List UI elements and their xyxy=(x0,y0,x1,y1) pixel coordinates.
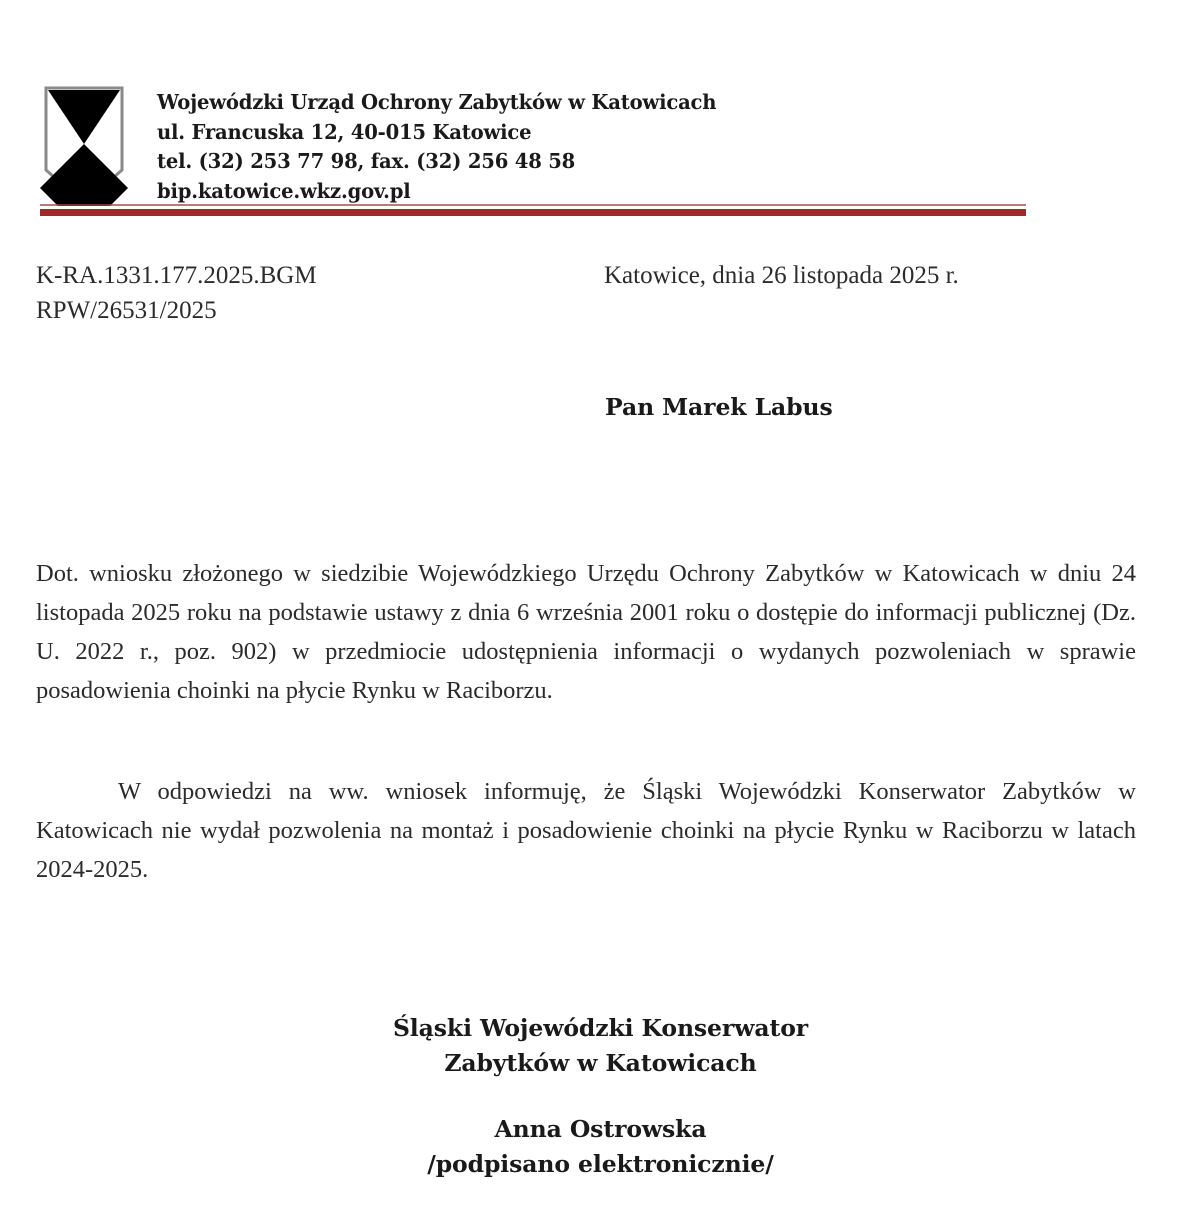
reference-block xyxy=(36,258,317,328)
divider-thick-line xyxy=(40,209,1026,216)
organization-address xyxy=(157,82,743,206)
organization-phone: tel. (32) 253 77 98, fax. (32) 256 48 58 xyxy=(157,149,576,173)
organization-website: bip.katowice.wkz.gov.pl xyxy=(157,178,411,203)
letterhead-divider xyxy=(40,204,1026,216)
heritage-shield-icon xyxy=(40,82,128,210)
organization-street: ul. Francuska 12, 40-015 Katowice xyxy=(157,119,532,144)
letterhead xyxy=(40,82,1030,210)
logo-container xyxy=(40,82,128,210)
signatory-title-line-2: Zabytków w Katowicach xyxy=(444,1049,757,1077)
case-number: K-RA.1331.177.2025.BGM xyxy=(36,262,317,289)
organization-name: Wojewódzki Urząd Ochrony Zabytków w Katowicach xyxy=(157,90,717,114)
letter-body xyxy=(36,554,1136,889)
signatory-name: Anna Ostrowska xyxy=(494,1115,707,1143)
addressee-name: Pan Marek Labus xyxy=(605,393,833,421)
body-paragraph-subject: Dot. wniosku złożonego w siedzibie Wojewódzkiego Urzędu Ochrony Zabytków w Katowicach w dniu 24 listopada 2025 roku na podstawie ustawy z dnia 6 września 2001 roku o dostępie do informacji publicznej (Dz. U. 2022 r., poz. 902) w przedmiocie udostępnienia informacji o wydanych pozwoleniach w sprawie posadowienia choinki na płycie Rynku w Raciborzu. xyxy=(36,560,1136,704)
body-paragraph-response: W odpowiedzi na ww. wniosek informuję, że Śląski Wojewódzki Konserwator Zabytków w Katowicach nie wydał pozwolenia na montaż i posadowienie choinki na płycie Rynku w Raciborzu w latach 2024-2025. xyxy=(36,778,1136,883)
divider-thin-line xyxy=(40,204,1026,206)
signatory-title-line-1: Śląski Wojewódzki Konserwator xyxy=(392,1014,809,1042)
electronic-signature-note: /podpisano elektronicznie/ xyxy=(427,1150,774,1178)
signatory-name-block xyxy=(0,1112,1200,1182)
signature-block xyxy=(0,1011,1200,1182)
place-and-date: Katowice, dnia 26 listopada 2025 r. xyxy=(604,262,959,289)
registry-number: RPW/26531/2025 xyxy=(36,297,217,324)
